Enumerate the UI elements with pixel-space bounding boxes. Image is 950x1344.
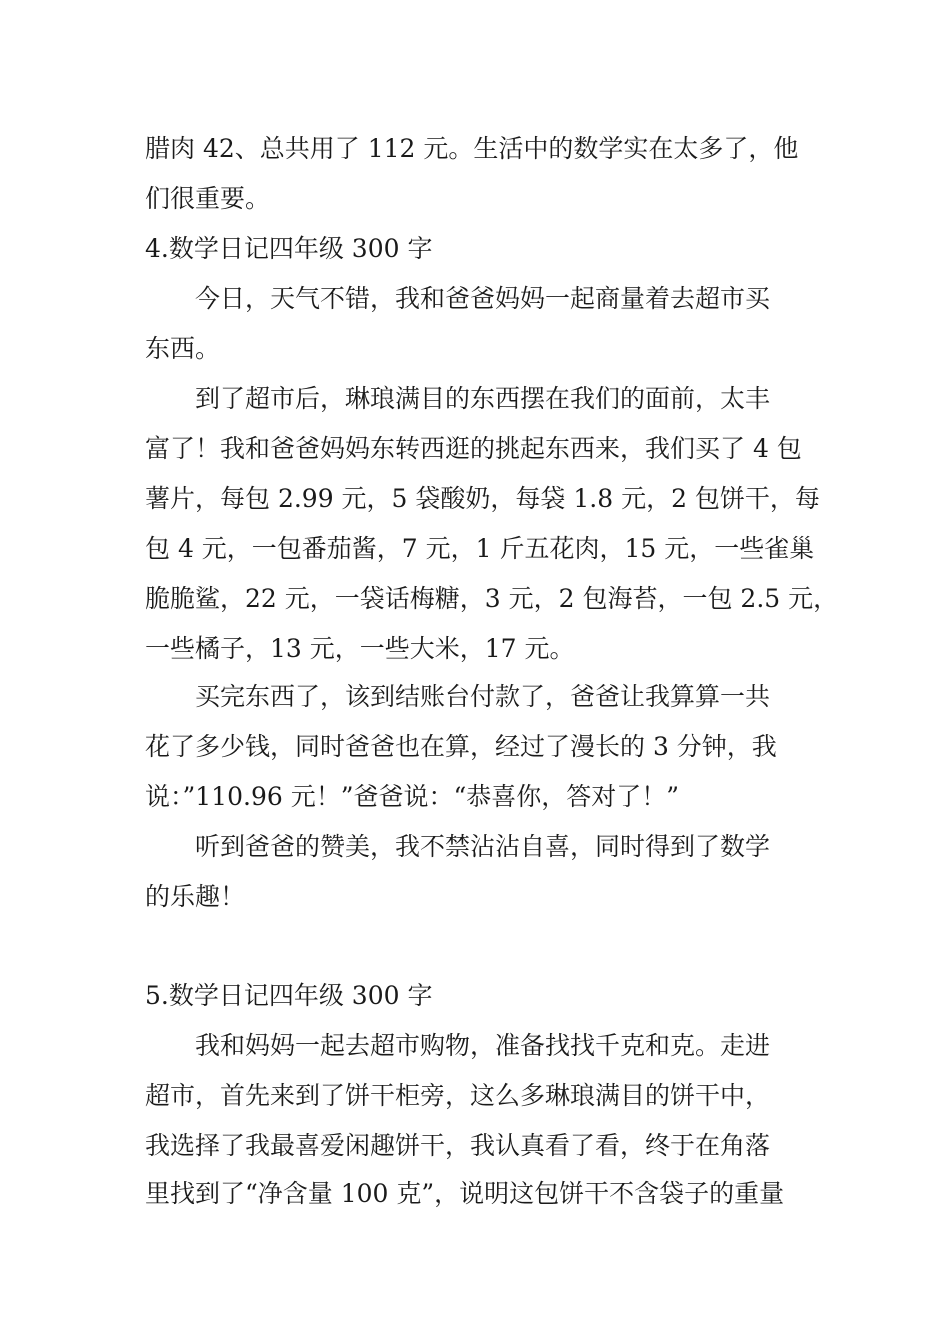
paragraph-line: 脆脆鲨，22 元，一袋话梅糖，3 元，2 包海苔，一包 2.5 元，: [145, 584, 839, 613]
paragraph-line: 们很重要。: [145, 184, 271, 213]
paragraph-line: 买完东西了，该到结账台付款了，爸爸让我算算一共: [195, 682, 771, 711]
paragraph-line: 腊肉 42、总共用了 112 元。生活中的数学实在太多了，他: [145, 134, 799, 163]
paragraph-line: 我选择了我最喜爱闲趣饼干，我认真看了看，终于在角落: [145, 1131, 771, 1160]
paragraph-line: 富了！我和爸爸妈妈东转西逛的挑起东西来，我们买了 4 包: [145, 434, 802, 463]
paragraph-line: 包 4 元，一包番茄酱，7 元，1 斤五花肉，15 元，一些雀巢: [145, 534, 815, 563]
section-heading-4: 4.数学日记四年级 300 字: [145, 234, 433, 263]
paragraph-line: 里找到了“净含量 100 克”，说明这包饼干不含袋子的重量: [145, 1179, 785, 1208]
paragraph-line: 东西。: [145, 334, 221, 363]
paragraph-line: 超市，首先来到了饼干柜旁，这么多琳琅满目的饼干中，: [145, 1081, 771, 1110]
paragraph-line: 到了超市后，琳琅满目的东西摆在我们的面前，太丰: [195, 384, 771, 413]
paragraph-line: 说：”110.96 元！”爸爸说：“恭喜你，答对了！”: [145, 782, 680, 811]
paragraph-line: 的乐趣！: [145, 882, 246, 911]
paragraph-line: 薯片，每包 2.99 元，5 袋酸奶，每袋 1.8 元，2 包饼干，每: [145, 484, 820, 513]
paragraph-line: 听到爸爸的赞美，我不禁沾沾自喜，同时得到了数学: [195, 832, 771, 861]
paragraph-line: 我和妈妈一起去超市购物，准备找找千克和克。走进: [195, 1031, 771, 1060]
paragraph-line: 花了多少钱，同时爸爸也在算，经过了漫长的 3 分钟，我: [145, 732, 777, 761]
paragraph-line: 一些橘子，13 元，一些大米，17 元。: [145, 634, 575, 663]
paragraph-line: 今日，天气不错，我和爸爸妈妈一起商量着去超市买: [195, 284, 771, 313]
section-heading-5: 5.数学日记四年级 300 字: [145, 981, 433, 1010]
